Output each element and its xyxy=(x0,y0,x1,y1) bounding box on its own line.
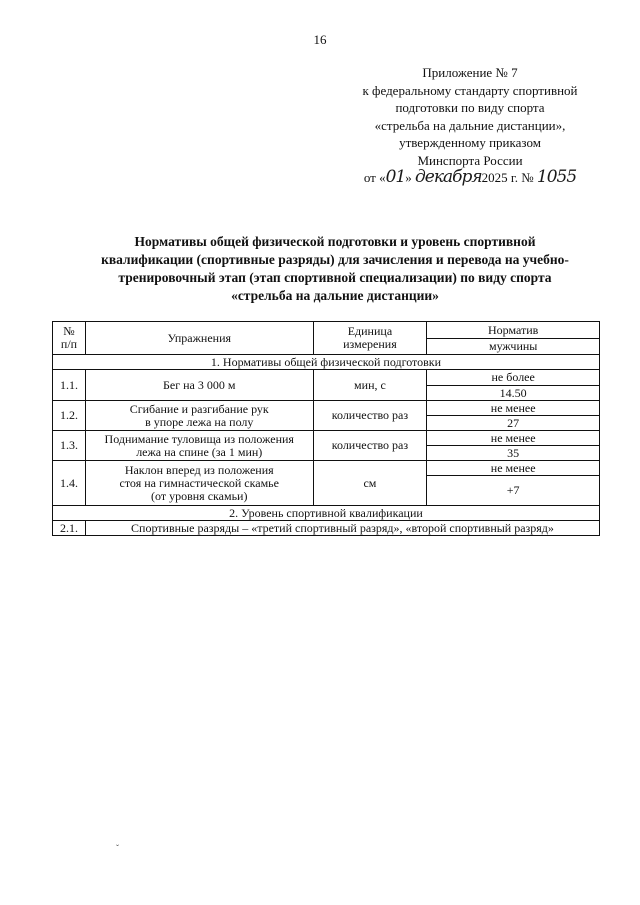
appendix-header xyxy=(350,64,590,187)
unit: количество раз xyxy=(313,431,427,461)
table-row xyxy=(53,431,600,446)
table-row xyxy=(53,401,600,416)
header-exercises: Упражнения xyxy=(85,322,313,355)
exercise-name: Сгибание и разгибание рук в упоре лежа на полу xyxy=(85,401,313,431)
date-prefix: от « xyxy=(363,170,386,185)
section-row-1 xyxy=(53,355,600,370)
exercise-name: Бег на 3 000 м xyxy=(85,370,313,401)
row-num: 2.1. xyxy=(53,521,86,536)
appendix-line-2: к федеральному стандарту спортивной xyxy=(362,82,578,98)
section-row-2 xyxy=(53,506,600,521)
title-line-4: «стрельба на дальние дистанции» xyxy=(231,288,439,303)
header-num: № п/п xyxy=(53,322,86,355)
row-num: 1.3. xyxy=(53,431,86,461)
handwritten-day: 01 xyxy=(385,167,406,187)
row-num: 1.2. xyxy=(53,401,86,431)
table-row xyxy=(53,461,600,476)
norm-value: +7 xyxy=(427,476,600,506)
norm-condition: не менее xyxy=(427,401,600,416)
handwritten-month: декабря xyxy=(414,167,482,187)
date-mid: » xyxy=(405,170,412,185)
unit: количество раз xyxy=(313,401,427,431)
handwritten-order-number: 1055 xyxy=(536,167,577,187)
unit: см xyxy=(313,461,427,506)
scan-speck: ˇ xyxy=(116,843,119,853)
header-unit: Единица измерения xyxy=(313,322,427,355)
appendix-line-3: подготовки по виду спорта xyxy=(395,100,545,115)
norm-condition: не менее xyxy=(427,431,600,446)
norm-condition: не менее xyxy=(427,461,600,476)
norm-condition: не более xyxy=(427,370,600,386)
page-number: 16 xyxy=(313,32,327,47)
order-date-line xyxy=(350,169,590,187)
header-row xyxy=(53,322,600,339)
section-1-title: 1. Нормативы общей физической подготовки xyxy=(53,355,600,370)
section-2-title: 2. Уровень спортивной квалификации xyxy=(53,506,600,521)
norms-table xyxy=(52,321,600,536)
unit: мин, с xyxy=(313,370,427,401)
appendix-line-6: Минспорта России xyxy=(417,152,523,168)
appendix-line-4: «стрельба на дальние дистанции», xyxy=(374,117,566,133)
row-num: 1.1. xyxy=(53,370,86,401)
table-row xyxy=(53,521,600,536)
norm-value: 35 xyxy=(427,446,600,461)
table-row xyxy=(53,370,600,386)
norm-value: 27 xyxy=(427,416,600,431)
sport-ranks-text: Спортивные разряды – «третий спортивный разряд», «второй спортивный разряд» xyxy=(85,521,599,536)
row-num: 1.4. xyxy=(53,461,86,506)
title-line-2: квалификации (спортивные разряды) для зачисления и перевода на учебно- xyxy=(101,252,569,267)
appendix-line-1: Приложение № 7 xyxy=(422,65,518,80)
header-gender-male: мужчины xyxy=(427,339,600,355)
exercise-name: Поднимание туловища из положения лежа на спине (за 1 мин) xyxy=(85,431,313,461)
document-title xyxy=(40,233,630,305)
norm-value: 14.50 xyxy=(427,386,600,401)
year-text: 2025 г. № xyxy=(481,170,534,185)
appendix-line-5: утвержденному приказом xyxy=(399,135,541,150)
title-line-1: Нормативы общей физической подготовки и уровень спортивной xyxy=(134,234,536,249)
title-line-3: тренировочный этап (этап спортивной специализации) по виду спорта xyxy=(118,270,552,285)
exercise-name: Наклон вперед из положения стоя на гимнастической скамье (от уровня скамьи) xyxy=(85,461,313,506)
header-norm: Норматив xyxy=(427,322,600,339)
